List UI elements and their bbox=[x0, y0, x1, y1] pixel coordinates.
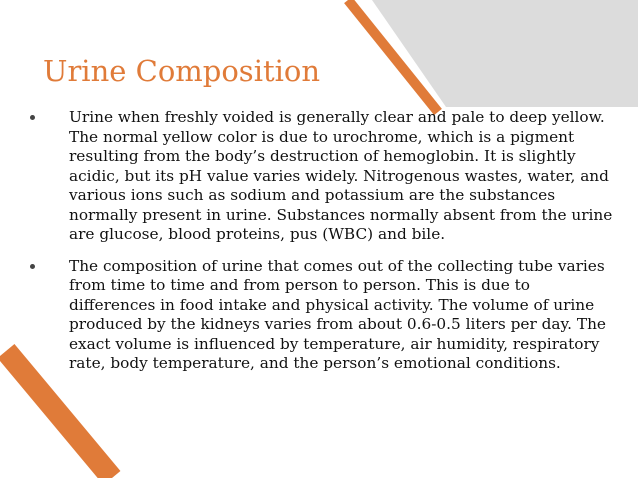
bullet-item bbox=[30, 108, 615, 245]
bullet-dot bbox=[30, 264, 35, 269]
slide-title: Urine Composition bbox=[43, 54, 321, 88]
bullet-text: The composition of urine that comes out of the collecting tube varies from time to time and from person to person. This is due to differences in food intake and physical activity. The volume of urine produced by the kidneys varies from about 0.6-0.5 liters per day. The exact volume is influenced by temperature, air humidity, respiratory rate, body temperature, and the person’s emotional conditions. bbox=[69, 256, 606, 372]
corner-gray-panel bbox=[372, 0, 638, 107]
bullet-text: Urine when freshly voided is generally clear and pale to deep yellow. The normal yellow color is due to urochrome, which is a pigment resulting from the body’s destruction of hemoglobin. It is slightly acidic, but its pH value varies widely. Nitrogenous wastes, water, and various ions such as sodium and potassium are the substances normally present in urine. Substances normally absent from the urine are glucose, blood proteins, pus (WBC) and bile. bbox=[69, 108, 613, 243]
bullet-dot bbox=[30, 115, 35, 120]
bullet-item bbox=[30, 257, 615, 374]
bullet-list bbox=[30, 108, 615, 386]
